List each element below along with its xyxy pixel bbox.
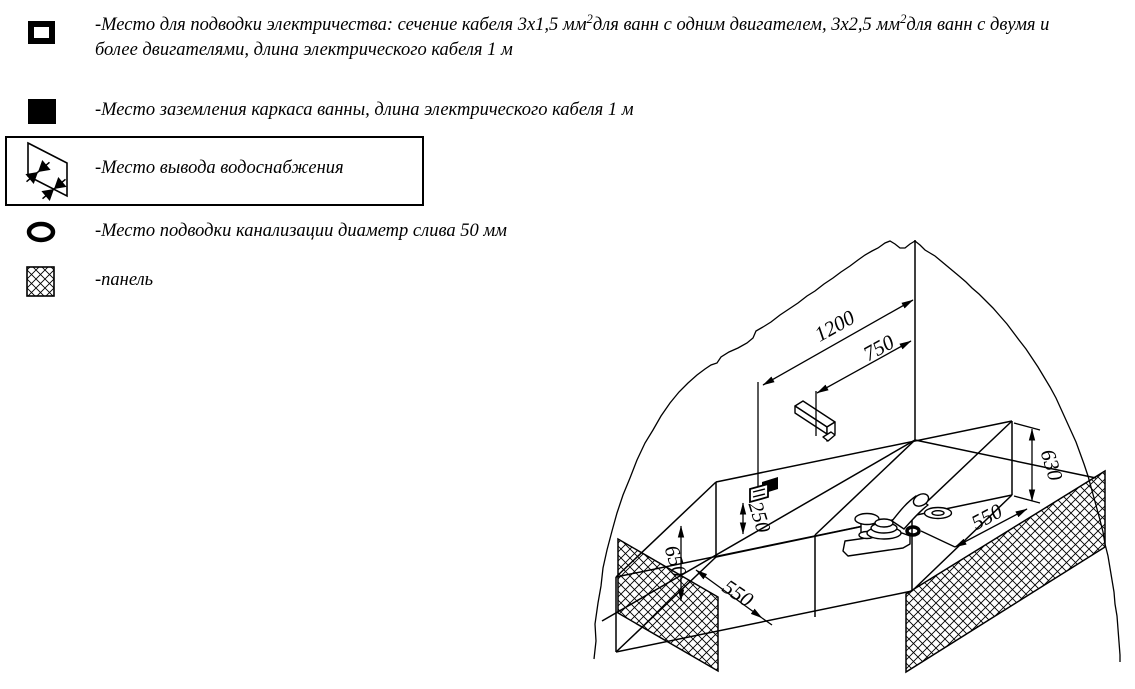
water-supply-icon — [22, 143, 69, 204]
legend-item-electricity — [95, 13, 1049, 63]
legend-item-panel: -панель — [95, 270, 154, 290]
dim-630-label: 630 — [1035, 446, 1068, 484]
legend-line-2: более двигателями, длина электрического кабеля 1 м — [95, 40, 513, 60]
legend-line-1: -Место для подводки электричества: сечение кабеля 3х1,5 $мм^2для$ ванн с одним двигателем, 3х2,5 $мм^2для$ ванн с двумя и — [95, 11, 1050, 35]
electricity-point-icon — [31, 24, 52, 41]
sewage-mark — [907, 527, 919, 535]
legend-item-sewage: -Место подводки канализации диаметр слива 50 мм — [95, 221, 507, 241]
legend-item-grounding: -Место заземления каркаса ванны, длина электрического кабеля 1 м — [95, 100, 634, 120]
panel-icon — [27, 267, 54, 296]
dim-650-label: 650 — [659, 542, 692, 580]
dim-1200 — [758, 300, 913, 487]
right-wall-floor-line — [915, 440, 1096, 478]
drain-assembly — [843, 491, 952, 556]
shower-arm — [795, 401, 835, 441]
sewage-point-icon — [29, 224, 53, 240]
dim-550-left-label: 550 — [718, 574, 758, 612]
legend-item-water-supply: -Место вывода водоснабжения — [95, 158, 344, 178]
dim-250-label: 250 — [743, 498, 776, 536]
dim-250 — [743, 498, 776, 536]
dim-1200-label: 1200 — [810, 305, 859, 347]
grounding-point-icon — [28, 99, 56, 124]
dim-750-label: 750 — [859, 329, 899, 367]
dim-550-right-label: 550 — [967, 498, 1007, 535]
